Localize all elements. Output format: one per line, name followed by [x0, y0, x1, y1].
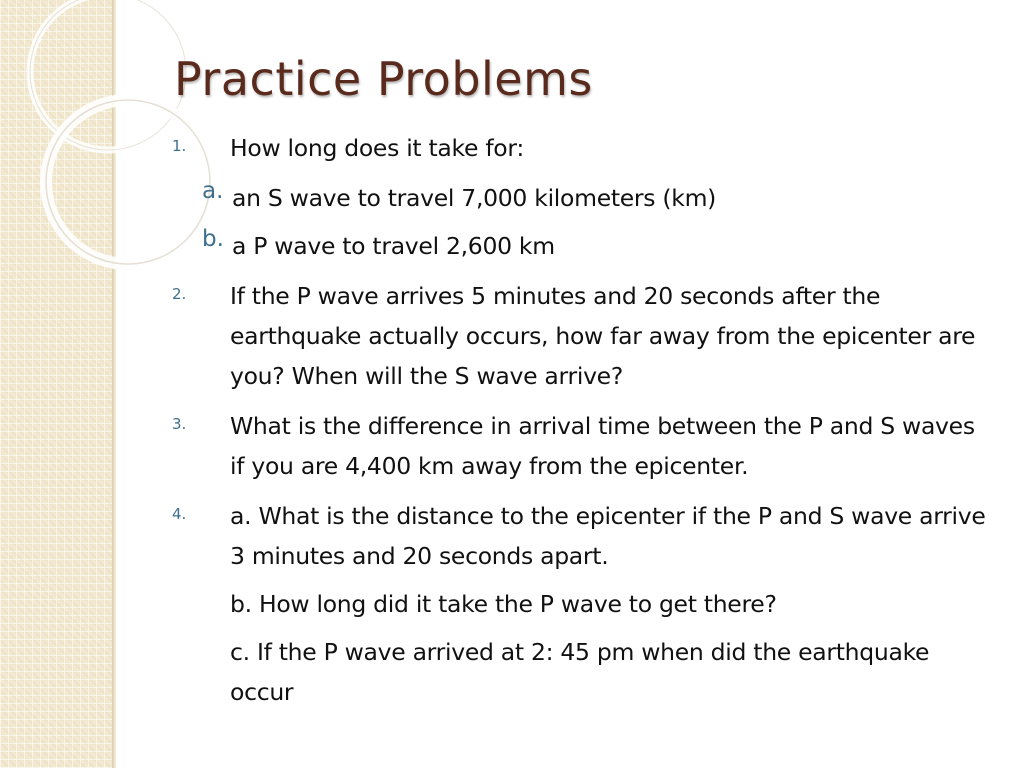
sub-item-1b	[172, 226, 992, 266]
question-4c-text: c. If the P wave arrived at 2: 45 pm when did the earthquake occur	[230, 638, 930, 706]
list-number-2: 2.	[172, 285, 187, 303]
question-2-text: If the P wave arrives 5 minutes and 20 seconds after the earthquake actually occurs, how far away from the epicenter are you? When will the S wave arrive?	[230, 282, 976, 390]
decorative-ring-large-outline	[30, 0, 186, 150]
question-4a-text: a. What is the distance to the epicenter if the P and S wave arrive 3 minutes and 20 seconds apart.	[230, 502, 986, 570]
slide-title: Practice Problems	[174, 52, 593, 106]
list-item-1	[172, 128, 992, 168]
list-number-1: 1.	[172, 137, 187, 155]
problem-list	[172, 128, 992, 712]
sub-item-marker-b: b.	[202, 226, 224, 252]
list-number-4: 4.	[172, 505, 187, 523]
sub-item-1a	[172, 178, 992, 218]
sub-item-marker-a: a.	[202, 178, 224, 204]
list-item-3	[172, 406, 992, 486]
sub-item-1a-text: an S wave to travel 7,000 kilometers (km)	[232, 184, 717, 212]
question-3-text: What is the difference in arrival time between the P and S waves if you are 4,400 km away from the epicenter.	[230, 412, 975, 480]
list-item-2	[172, 276, 992, 396]
question-4b-text: b. How long did it take the P wave to get there?	[230, 590, 777, 618]
question-1-text: How long does it take for:	[230, 134, 524, 162]
list-number-3: 3.	[172, 415, 187, 433]
list-item-4	[172, 496, 992, 576]
sub-item-1b-text: a P wave to travel 2,600 km	[232, 232, 555, 260]
